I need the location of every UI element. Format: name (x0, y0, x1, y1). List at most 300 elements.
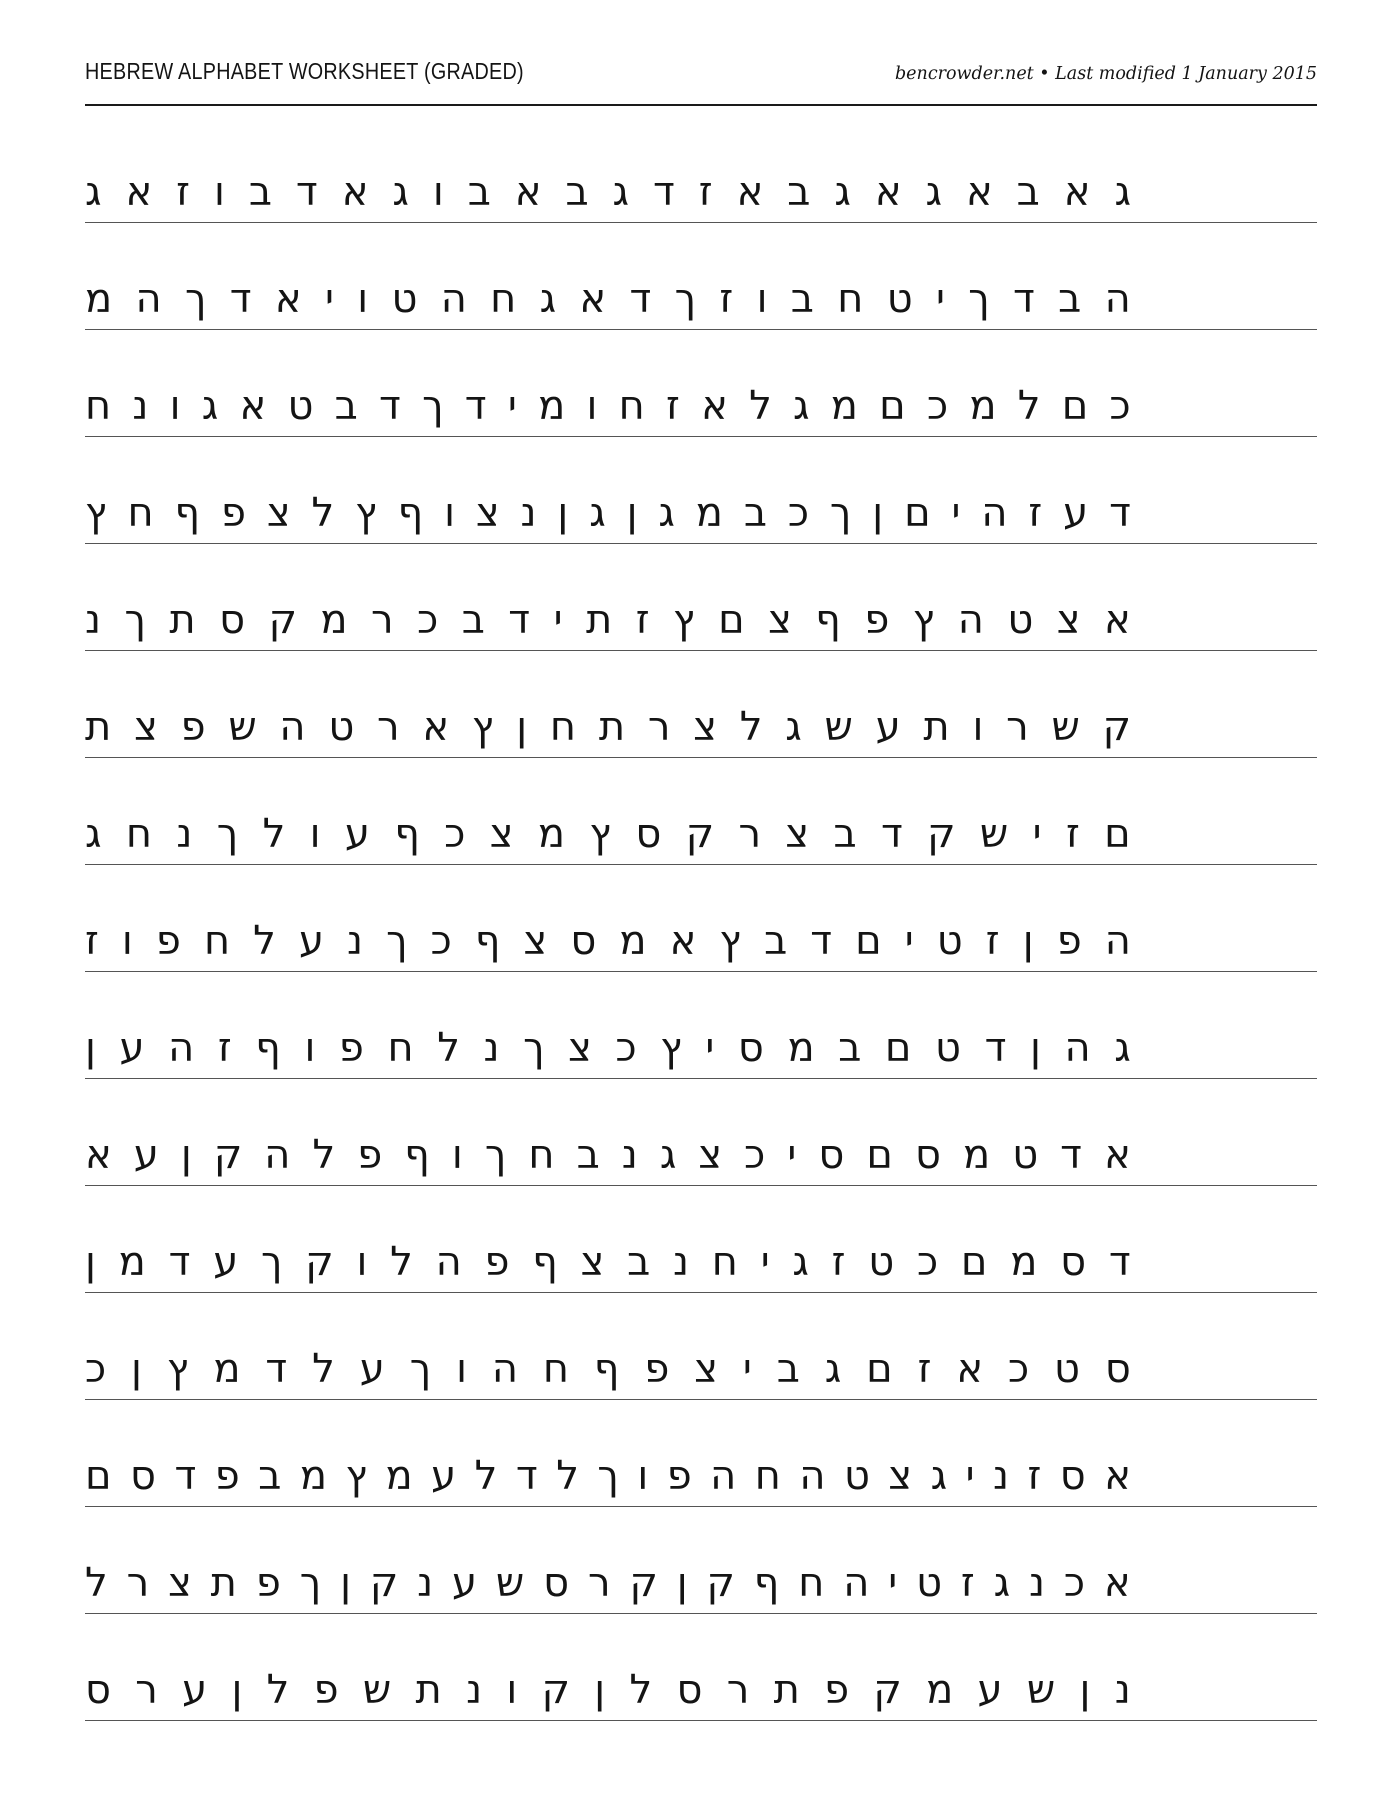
hebrew-letter: ע (1063, 490, 1089, 536)
hebrew-letter: פ (338, 1025, 364, 1071)
hebrew-letter: ז (176, 169, 190, 215)
hebrew-letter: כ (417, 597, 439, 643)
hebrew-letter: ה (843, 1560, 870, 1606)
hebrew-letter: צ (168, 1560, 192, 1606)
letter-row (85, 1293, 1317, 1400)
hebrew-letter: ן (676, 1560, 688, 1606)
hebrew-letter: ג (834, 169, 851, 215)
hebrew-letter: י (324, 276, 334, 322)
hebrew-letter: ק (369, 1560, 399, 1606)
hebrew-letter: י (951, 490, 961, 536)
hebrew-letter: נ (483, 1025, 500, 1071)
hebrew-letter: ג (392, 169, 409, 215)
hebrew-letter: ו (121, 918, 133, 964)
hebrew-letter: מ (538, 383, 566, 429)
hebrew-letter: ל (312, 1346, 335, 1392)
hebrew-letter: א (1104, 1132, 1131, 1178)
hebrew-letter: ס (1059, 1453, 1086, 1499)
hebrew-letter: ף (815, 597, 841, 643)
hebrew-letter: מ (320, 597, 348, 643)
hebrew-letter: ם (866, 1132, 893, 1178)
hebrew-letter: ץ (355, 490, 377, 536)
letter-row-letters (85, 811, 1131, 864)
hebrew-letter: צ (785, 811, 810, 857)
hebrew-letter: ז (960, 1560, 975, 1606)
hebrew-letter: ס (85, 1667, 111, 1713)
hebrew-letter: ל (629, 1667, 653, 1713)
letter-row-letters (85, 1667, 1131, 1720)
hebrew-letter: פ (824, 1667, 850, 1713)
hebrew-letter: ת (773, 1667, 800, 1713)
hebrew-letter: ן (557, 490, 569, 536)
hebrew-letter: מ (385, 1453, 413, 1499)
hebrew-letter: ע (119, 1025, 145, 1071)
hebrew-letter: ו (309, 811, 321, 857)
hebrew-letter: כ (917, 1239, 939, 1285)
letter-row-letters (85, 918, 1131, 971)
hebrew-letter: נ (992, 1453, 1009, 1499)
letter-row (85, 1614, 1317, 1721)
hebrew-letter: ק (541, 1667, 570, 1713)
hebrew-letter: י (742, 1346, 752, 1392)
hebrew-letter: ר (1006, 704, 1029, 750)
hebrew-letter: ל (266, 1667, 290, 1713)
hebrew-letter: א (736, 169, 764, 215)
hebrew-letter: כ (85, 1346, 107, 1392)
hebrew-letter: צ (266, 490, 291, 536)
hebrew-letter: א (956, 1346, 984, 1392)
hebrew-letter: ל (312, 1132, 336, 1178)
hebrew-letter: ו (972, 704, 984, 750)
hebrew-letter: ג (785, 704, 802, 750)
hebrew-letter: ו (456, 1346, 467, 1392)
hebrew-letter: ץ (673, 597, 695, 643)
hebrew-letter: ץ (166, 1346, 189, 1392)
hebrew-letter: ז (635, 597, 650, 643)
hebrew-letter: ת (85, 704, 112, 750)
hebrew-letter: ח (127, 490, 154, 536)
hebrew-letter: ה (1104, 276, 1131, 322)
hebrew-letter: צ (768, 597, 792, 643)
hebrew-letter: ע (359, 1346, 385, 1392)
hebrew-letter: י (705, 1025, 715, 1071)
hebrew-letter: ג (792, 1239, 809, 1285)
hebrew-letter: ק (305, 1239, 334, 1285)
letter-row-letters (85, 1239, 1131, 1292)
hebrew-letter: ם (879, 383, 906, 429)
hebrew-letter: כ (787, 490, 809, 536)
hebrew-letter: ך (261, 1239, 283, 1285)
hebrew-letter: ט (844, 1453, 870, 1499)
hebrew-letter: נ (132, 383, 149, 429)
hebrew-letter: ף (397, 490, 424, 536)
hebrew-letter: א (874, 169, 902, 215)
hebrew-letter: ז (217, 1025, 232, 1071)
hebrew-letter: ל (474, 1453, 498, 1499)
hebrew-letter: ך (523, 1025, 545, 1071)
hebrew-letter: ש (824, 704, 853, 750)
hebrew-letter: ג (930, 1453, 948, 1499)
hebrew-letter: ד (464, 383, 487, 429)
hebrew-letter: פ (214, 1453, 240, 1499)
page-title: HEBREW ALPHABET WORKSHEET (GRADED) (85, 58, 524, 84)
hebrew-letter: ר (726, 1667, 750, 1713)
hebrew-letter: ו (444, 490, 455, 536)
hebrew-letter: ל (390, 1239, 413, 1285)
hebrew-letter: ך (674, 276, 697, 322)
hebrew-letter: ל (437, 1025, 460, 1071)
hebrew-letter: ק (1102, 704, 1131, 750)
hebrew-letter: כ (430, 918, 452, 964)
hebrew-letter: ד (652, 169, 675, 215)
hebrew-letter: ט (1054, 1346, 1080, 1392)
hebrew-letter: ם (904, 490, 931, 536)
hebrew-letter: ד (229, 276, 252, 322)
hebrew-letter: פ (221, 490, 246, 536)
hebrew-letter: ו (586, 383, 598, 429)
hebrew-letter: ך (597, 1453, 619, 1499)
letter-row (85, 1079, 1317, 1186)
hebrew-letter: נ (1114, 1667, 1131, 1713)
letter-row-letters (85, 1025, 1131, 1078)
hebrew-letter: ל (253, 918, 276, 964)
hebrew-letter: ה (1104, 918, 1131, 964)
hebrew-letter: ד (174, 1453, 197, 1499)
hebrew-letter: ר (126, 1560, 150, 1606)
hebrew-letter: י (965, 1453, 975, 1499)
hebrew-letter: צ (523, 918, 548, 964)
hebrew-letter: ט (391, 276, 418, 322)
hebrew-letter: נ (520, 490, 537, 536)
hebrew-letter: ב (1016, 169, 1040, 215)
hebrew-letter: נ (1028, 1560, 1045, 1606)
hebrew-letter: ג (793, 383, 810, 429)
hebrew-letter: א (125, 169, 153, 215)
hebrew-letter: צ (489, 811, 514, 857)
hebrew-letter: מ (1010, 1239, 1038, 1285)
hebrew-letter: ס (635, 811, 662, 857)
hebrew-letter: ת (415, 1667, 442, 1713)
hebrew-letter: ד (508, 597, 531, 643)
hebrew-letter: ך (124, 597, 146, 643)
hebrew-letter: ש (495, 1560, 525, 1606)
hebrew-letter: א (422, 704, 450, 750)
hebrew-letter: ס (737, 1025, 764, 1071)
hebrew-letter: כ (926, 383, 949, 429)
hebrew-letter: מ (299, 1453, 327, 1499)
hebrew-letter: ס (570, 918, 597, 964)
hebrew-letter: ו (169, 383, 181, 429)
hebrew-letter: ד (1108, 1239, 1131, 1285)
hebrew-letter: ץ (660, 1025, 682, 1071)
hebrew-letter: צ (888, 1453, 913, 1499)
hebrew-letter: א (965, 169, 993, 215)
hebrew-letter: ר (738, 811, 762, 857)
hebrew-letter: ן (231, 1667, 243, 1713)
hebrew-letter: ן (131, 1346, 142, 1392)
hebrew-letter: ד (629, 276, 652, 322)
hebrew-letter: ז (917, 1346, 932, 1392)
hebrew-letter: מ (830, 383, 858, 429)
letter-row-letters (85, 169, 1131, 222)
hebrew-letter: ש (1051, 704, 1080, 750)
hebrew-letter: מ (213, 1346, 241, 1392)
letter-row-letters (85, 1132, 1131, 1185)
hebrew-letter: ז (698, 169, 713, 215)
hebrew-letter: ף (404, 1132, 430, 1178)
hebrew-letter: ץ (589, 811, 612, 857)
hebrew-letter: נ (621, 1132, 638, 1178)
hebrew-letter: ז (665, 383, 680, 429)
hebrew-letter: ו (304, 1025, 316, 1071)
hebrew-letter: צ (568, 1025, 592, 1071)
hebrew-letter: ן (594, 1667, 606, 1713)
hebrew-letter: ב (787, 169, 811, 215)
hebrew-letter: ן (1022, 918, 1034, 964)
hebrew-letter: ג (993, 1560, 1011, 1606)
hebrew-letter: ע (213, 1239, 239, 1285)
hebrew-letter: ת (585, 597, 613, 643)
hebrew-letter: ע (977, 1667, 1003, 1713)
hebrew-letter: א (1063, 169, 1091, 215)
hebrew-letter: א (1104, 1453, 1131, 1499)
header-credit: bencrowder.net • Last modified 1 January 2015 (894, 64, 1317, 84)
letter-row (85, 330, 1317, 437)
hebrew-letter: פ (484, 1239, 510, 1285)
hebrew-letter: ה (1064, 1025, 1091, 1071)
hebrew-letter: נ (176, 811, 193, 857)
hebrew-letter: א (701, 383, 728, 429)
hebrew-letter: ץ (345, 1453, 368, 1499)
hebrew-letter: ק (685, 811, 715, 857)
hebrew-letter: י (507, 383, 517, 429)
hebrew-letter: ד (515, 1453, 538, 1499)
hebrew-letter: ה (799, 1453, 826, 1499)
hebrew-letter: ג (85, 811, 102, 857)
hebrew-letter: ף (753, 1560, 780, 1606)
hebrew-letter: ט (936, 918, 963, 964)
hebrew-letter: ו (357, 276, 369, 322)
hebrew-letter: ף (174, 490, 201, 536)
hebrew-letter: ש (362, 1667, 392, 1713)
hebrew-letter: ן (340, 1560, 351, 1606)
hebrew-letter: פ (666, 1453, 692, 1499)
hebrew-letter: ח (549, 704, 577, 750)
hebrew-letter: ע (133, 1132, 159, 1178)
hebrew-letter: ה (279, 704, 306, 750)
hebrew-letter: ע (431, 1453, 457, 1499)
hebrew-letter: ק (706, 1560, 735, 1606)
hebrew-letter: ף (474, 918, 501, 964)
hebrew-letter: ד (1013, 276, 1035, 322)
hebrew-letter: ח (542, 1346, 570, 1392)
hebrew-letter: א (239, 383, 267, 429)
hebrew-letter: ב (576, 1132, 600, 1178)
hebrew-letter: ן (1079, 1667, 1091, 1713)
hebrew-letter: ט (935, 1025, 961, 1071)
hebrew-letter: מ (969, 383, 997, 429)
hebrew-letter: ן (872, 490, 884, 536)
hebrew-letter: ו (506, 1667, 518, 1713)
hebrew-letter: ע (452, 1560, 478, 1606)
hebrew-letter: ך (299, 1560, 322, 1606)
hebrew-letter: מ (787, 1025, 815, 1071)
hebrew-letter: ב (565, 169, 589, 215)
hebrew-letter: ל (739, 704, 763, 750)
hebrew-letter: מ (962, 1132, 991, 1178)
letter-row (85, 223, 1317, 330)
hebrew-letter: י (904, 918, 914, 964)
hebrew-letter: ו (451, 1132, 463, 1178)
hebrew-letter: ה (168, 1025, 195, 1071)
letter-row (85, 1507, 1317, 1614)
hebrew-letter: ו (213, 169, 225, 215)
hebrew-letter: א (514, 169, 542, 215)
hebrew-letter: ה (957, 597, 984, 643)
hebrew-letter: ן (85, 1025, 96, 1071)
hebrew-letter: ך (386, 918, 408, 964)
hebrew-letter: צ (698, 1132, 723, 1178)
hebrew-letter: ח (798, 1560, 825, 1606)
hebrew-letter: ל (556, 1453, 579, 1499)
hebrew-letter: ד (1109, 490, 1131, 536)
hebrew-letter: ת (598, 704, 626, 750)
hebrew-letter: ם (884, 1025, 912, 1071)
hebrew-letter: ס (676, 1667, 703, 1713)
hebrew-letter: ב (833, 811, 857, 857)
hebrew-letter: ש (1026, 1667, 1056, 1713)
hebrew-letter: ד (810, 918, 833, 964)
hebrew-letter: פ (357, 1132, 383, 1178)
hebrew-letter: ן (180, 1132, 192, 1178)
hebrew-letter: ק (268, 597, 297, 643)
hebrew-letter: י (553, 597, 563, 643)
hebrew-letter: ב (461, 597, 485, 643)
hebrew-letter: ן (516, 704, 528, 750)
hebrew-letter: מ (695, 490, 723, 536)
letter-row (85, 437, 1317, 544)
hebrew-letter: ג (539, 276, 557, 322)
hebrew-letter: ד (379, 383, 401, 429)
letter-row-letters (85, 597, 1131, 650)
hebrew-letter: מ (619, 918, 647, 964)
hebrew-letter: מ (537, 811, 566, 857)
hebrew-letter: ב (764, 918, 788, 964)
hebrew-letter: צ (694, 1346, 719, 1392)
hebrew-letter: מ (118, 1239, 146, 1285)
hebrew-letter: ם (855, 918, 882, 964)
hebrew-letter: ט (1007, 597, 1034, 643)
hebrew-letter: ק (873, 1667, 902, 1713)
hebrew-letter: ה (440, 276, 467, 322)
hebrew-letter: ע (182, 1667, 208, 1713)
hebrew-letter: ג (1114, 169, 1131, 215)
letter-row (85, 758, 1317, 865)
hebrew-letter: ש (979, 811, 1009, 857)
hebrew-letter: ג (201, 383, 219, 429)
hebrew-letter: א (1103, 1560, 1131, 1606)
hebrew-letter: ב (838, 1025, 862, 1071)
hebrew-letter: ד (168, 1239, 191, 1285)
hebrew-letter: ק (629, 1560, 658, 1606)
hebrew-letter: ג (589, 490, 606, 536)
letter-row (85, 544, 1317, 651)
hebrew-letter: ח (203, 918, 231, 964)
hebrew-letter: ח (618, 383, 645, 429)
hebrew-letter: ך (184, 276, 207, 322)
letter-row-letters (85, 1346, 1131, 1399)
letter-row-letters (85, 490, 1131, 543)
hebrew-letter: ם (1104, 811, 1131, 857)
hebrew-letter: ך (484, 1132, 507, 1178)
header-rule (85, 104, 1317, 106)
hebrew-letter: ק (213, 1132, 243, 1178)
hebrew-letter: ך (216, 811, 239, 857)
hebrew-letter: ל (311, 490, 335, 536)
hebrew-letter: פ (155, 918, 181, 964)
hebrew-letter: ל (262, 811, 286, 857)
hebrew-letter: נ (466, 1667, 483, 1713)
hebrew-letter: ס (914, 1132, 941, 1178)
letter-row-letters (85, 1453, 1131, 1506)
hebrew-letter: צ (134, 704, 158, 750)
hebrew-letter: ח (125, 811, 152, 857)
hebrew-letter: ח (85, 383, 112, 429)
hebrew-letter: צ (475, 490, 500, 536)
hebrew-letter: ש (228, 704, 257, 750)
hebrew-letter: ן (1029, 1025, 1041, 1071)
hebrew-letter: ר (135, 1667, 158, 1713)
hebrew-letter: נ (417, 1560, 434, 1606)
letter-rows (85, 107, 1317, 1721)
hebrew-letter: ם (718, 597, 745, 643)
hebrew-letter: פ (864, 597, 890, 643)
hebrew-letter: ל (749, 383, 772, 429)
hebrew-letter: ס (1060, 1239, 1087, 1285)
hebrew-letter: ב (790, 276, 814, 322)
hebrew-letter: ף (532, 1239, 558, 1285)
hebrew-letter: ט (868, 1239, 895, 1285)
hebrew-letter: ר (587, 1560, 611, 1606)
letter-row-letters (85, 383, 1131, 436)
hebrew-letter: ח (837, 276, 864, 322)
hebrew-letter: ם (960, 1239, 988, 1285)
hebrew-letter: ב (776, 1346, 800, 1392)
hebrew-letter: ב (627, 1239, 651, 1285)
hebrew-letter: ט (1012, 1132, 1039, 1178)
hebrew-letter: כ (444, 811, 466, 857)
hebrew-letter: ג (925, 169, 942, 215)
hebrew-letter: י (1032, 811, 1042, 857)
hebrew-letter: ס (130, 1453, 156, 1499)
hebrew-letter: ם (866, 1346, 893, 1392)
letter-row (85, 107, 1317, 223)
hebrew-letter: א (274, 276, 302, 322)
hebrew-letter: ז (719, 276, 734, 322)
letter-row (85, 651, 1317, 758)
hebrew-letter: ג (612, 169, 630, 215)
hebrew-letter: ע (298, 918, 324, 964)
hebrew-letter: ד (265, 1346, 288, 1392)
hebrew-letter: ס (219, 597, 246, 643)
hebrew-letter: ג (824, 1346, 842, 1392)
hebrew-letter: ף (255, 1025, 281, 1071)
letter-row (85, 865, 1317, 972)
hebrew-letter: ה (435, 1239, 462, 1285)
hebrew-letter: א (1103, 597, 1131, 643)
hebrew-letter: ס (1104, 1346, 1131, 1392)
hebrew-letter: ם (85, 1453, 112, 1499)
